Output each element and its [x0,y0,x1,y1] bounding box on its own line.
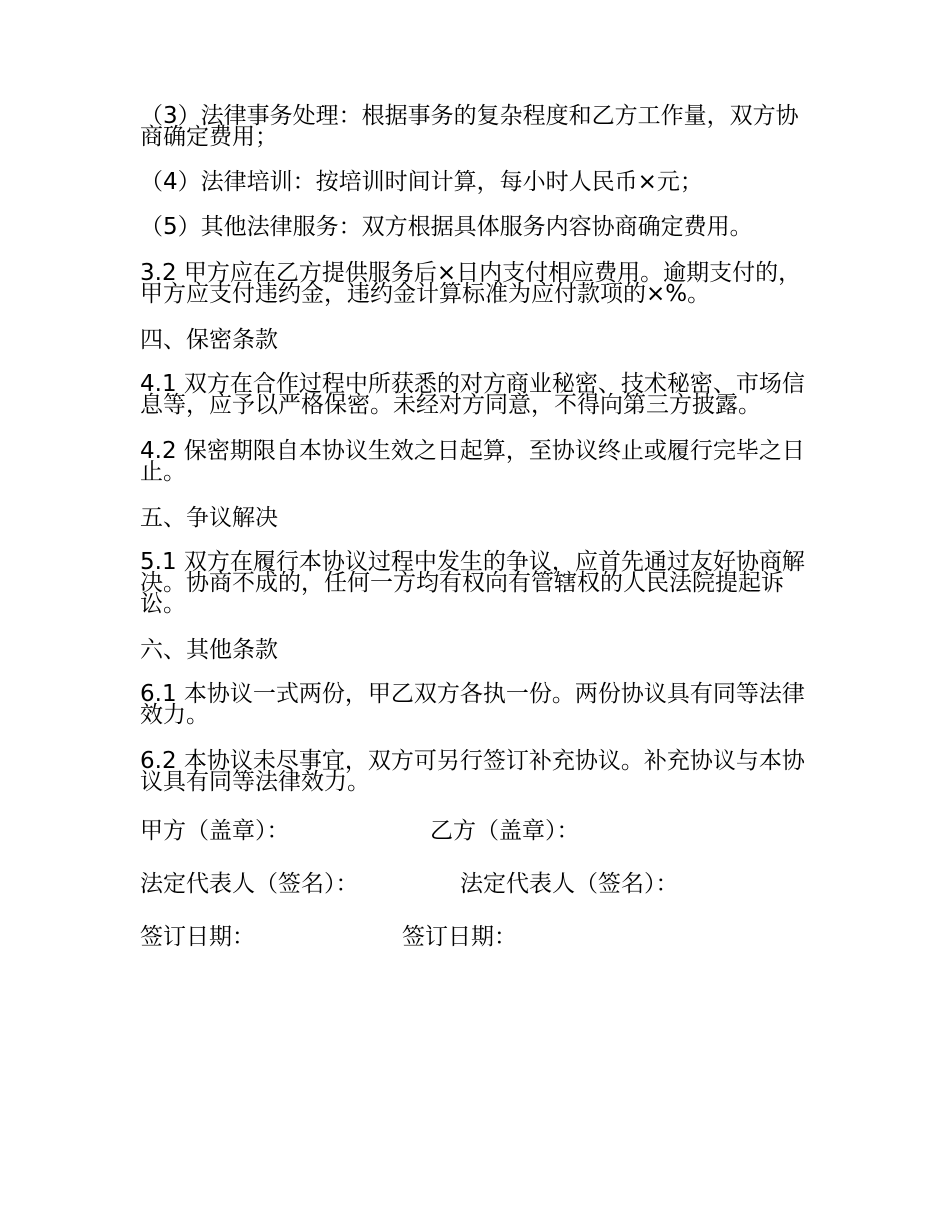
clause-3-2: 3.2 甲方应在乙方提供服务后×日内支付相应费用。逾期支付的，甲方应支付违约金，违约金计算标准为应付款项的×%。 [140,260,802,307]
clause-6-1: 6.1 本协议一式两份，甲乙双方各执一份。两份协议具有同等法律效力。 [140,681,805,728]
section-heading-dispute: 五、争议解决 [140,505,278,531]
signature-row-date [140,924,815,950]
party-b-date-label: 签订日期： [402,924,517,950]
party-b-rep-label: 法定代表人（签名）： [460,871,679,897]
signature-row-seal [140,818,815,844]
clause-4-1: 4.1 双方在合作过程中所获悉的对方商业秘密、技术秘密、市场信息等，应予以严格保密。未经对方同意，不得向第三方披露。 [140,371,805,418]
section-heading-confidentiality: 四、保密条款 [140,327,278,353]
clause-5-1: 5.1 双方在履行本协议过程中发生的争议，应首先通过友好协商解决。协商不成的，任何一方均有权向有管辖权的人民法院提起诉讼。 [140,549,805,617]
fee-item-3: （3）法律事务处理：根据事务的复杂程度和乙方工作量，双方协商确定费用； [140,103,799,150]
signature-row-representative [140,871,815,897]
document-body [140,103,815,980]
fee-item-5: （5）其他法律服务：双方根据具体服务内容协商确定费用。 [140,214,753,240]
fee-item-4: （4）法律培训：按培训时间计算，每小时人民币×元； [140,169,703,195]
section-heading-other: 六、其他条款 [140,637,278,663]
clause-4-2: 4.2 保密期限自本协议生效之日起算，至协议终止或履行完毕之日止。 [140,438,805,485]
party-a-date-label: 签订日期： [140,924,255,950]
party-a-rep-label: 法定代表人（签名）： [140,871,359,897]
party-b-seal-label: 乙方（盖章）： [430,818,580,844]
clause-6-2: 6.2 本协议未尽事宜，双方可另行签订补充协议。补充协议与本协议具有同等法律效力。 [140,748,805,795]
party-a-seal-label: 甲方（盖章）： [140,818,290,844]
